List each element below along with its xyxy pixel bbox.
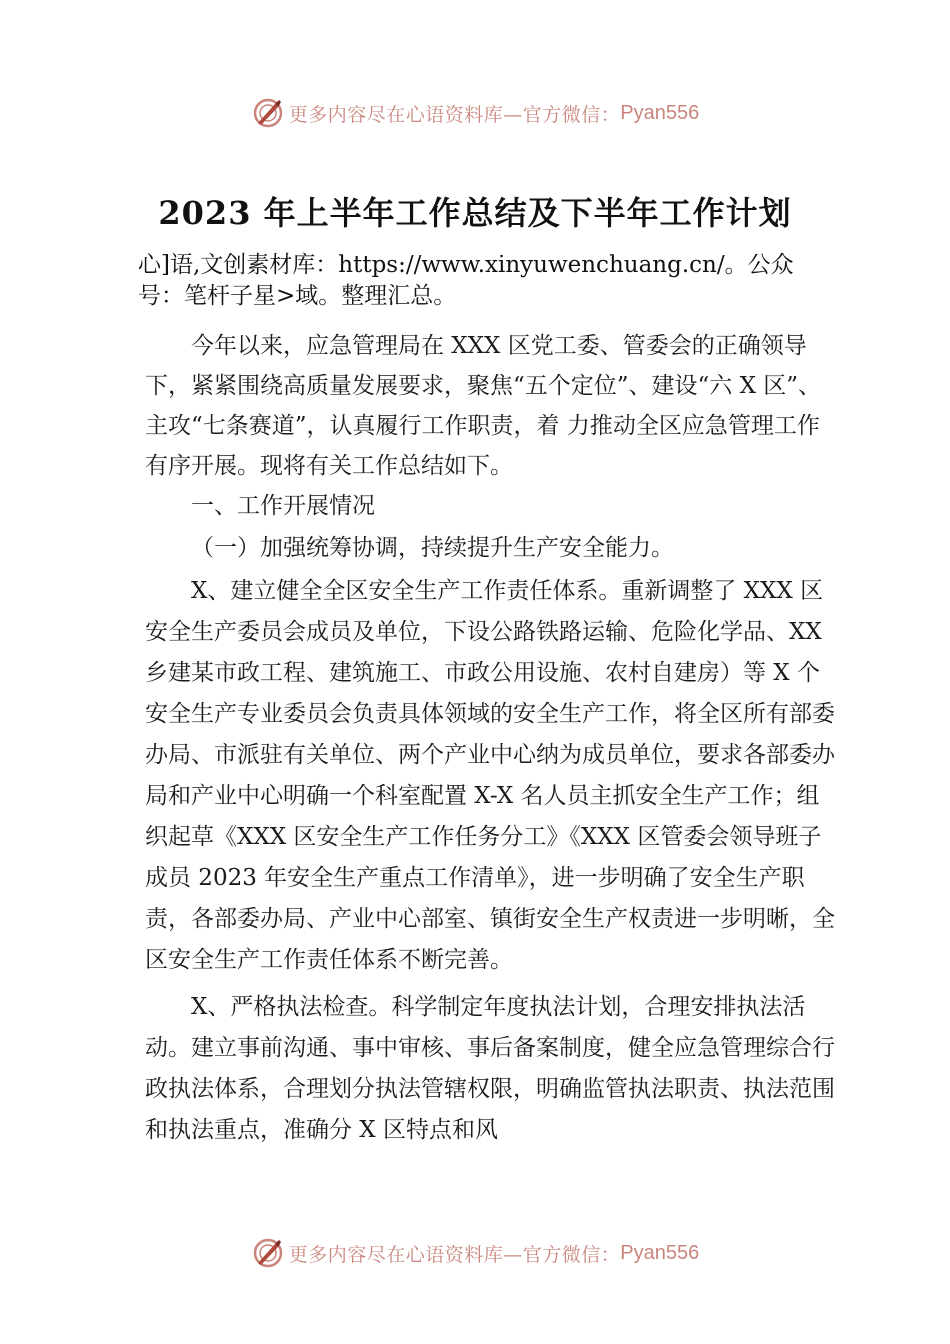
document-title: 2023 年上半年工作总结及下半年工作计划 [158,194,792,232]
body-paragraph: X、建立健全全区安全生产工作责任体系。重新调整了 XXX 区安全生产委员会成员及单位，下设公路铁路运输、危险化学品、XX 乡建某市政工程、建筑施工、市政公用设施、农村自建房）等 X 个安全生产专业委员会负责具体领域的安全生产工作，将全区所有部委办局、市派驻有关单位、两个产业中心纳为成员单位，要求各部委办局和产业中心明确一个科室配置 X-X 名人员主抓安全生产工作；组织起草《XXX 区安全生产工作任务分工》《XXX 区管委会领导班子成员 2023 年安全生产重点工作清单》，进一步明确了安全生产职责，各部委办局、产业中心部室、镇街安全生产权责进一步明晰，全区安全生产工作责任体系不断完善。 [145,578,835,973]
subsection-heading: （一）加强统筹协调，持续提升生产安全能力。 [191,535,674,561]
header-watermark-banner [0,93,950,133]
banner-wechat-id: Pyan556 [620,1241,700,1264]
banner-wechat-id: Pyan556 [620,101,700,124]
body-paragraph: X、严格执法检查。科学制定年度执法计划，合理安排执法活动。建立事前沟通、事中审核、事后备案制度，健全应急管理综合行政执法体系，合理划分执法管辖权限，明确监管执法职责、执法范围和执法重点，准确分 X 区特点和风 [145,994,835,1143]
source-note: 心]语,文创素材库：https://www.xinyuwenchuang.cn/。公众号：笔杆子星>域。整理汇总。 [138,252,794,309]
banner-text: 更多内容尽在心语资料库—官方微信： [288,1243,621,1266]
brush-logo-icon [251,96,285,130]
banner-text: 更多内容尽在心语资料库—官方微信： [288,103,621,126]
document-body [145,326,835,1151]
intro-paragraph: 今年以来，应急管理局在 XXX 区党工委、管委会的正确领导下，紧紧围绕高质量发展要求，聚焦“五个定位”、建设“六 X 区”、主攻“七条赛道”，认真履行工作职责，着 力推动全区应急管理工作有序开展。现将有关工作总结如下。 [145,333,822,479]
section-heading: 一、工作开展情况 [191,493,375,519]
brush-logo-icon [251,1236,285,1270]
footer-watermark-banner [0,1233,950,1273]
